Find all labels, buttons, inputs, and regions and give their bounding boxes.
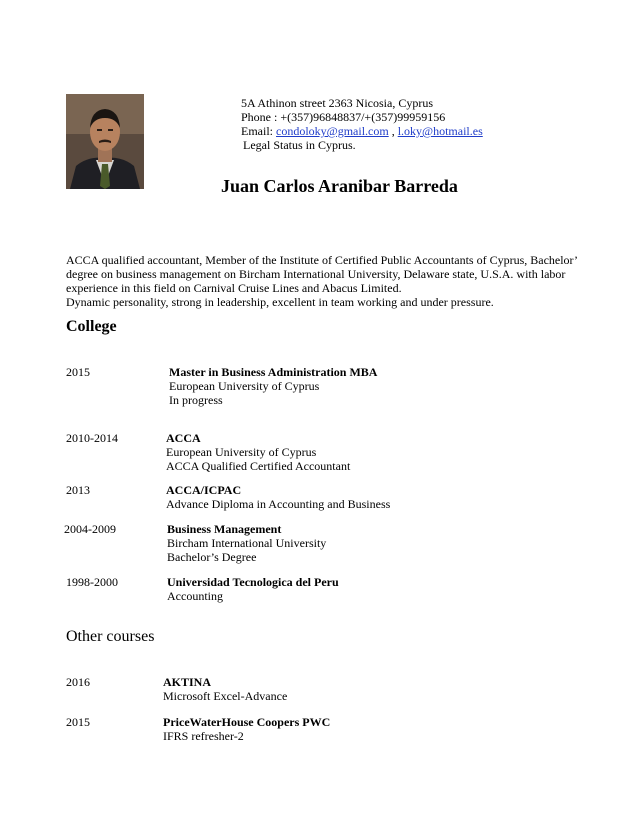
phone: Phone : +(357)96848837/+(357)99959156 bbox=[241, 110, 446, 124]
email-link-1[interactable]: condoloky@gmail.com bbox=[276, 124, 389, 138]
entry-detail bbox=[169, 365, 377, 407]
college-heading: College bbox=[66, 318, 117, 335]
summary-paragraph: Dynamic personality, strong in leadership, excellent in team working and under pressure. bbox=[66, 295, 494, 309]
email-separator: , bbox=[388, 124, 398, 138]
email-link-2[interactable]: l.oky@hotmail.es bbox=[397, 124, 483, 138]
entry-year: 2015 bbox=[66, 365, 90, 379]
entry-year: 2016 bbox=[66, 675, 90, 689]
profile-photo bbox=[66, 94, 144, 189]
entry-title: AKTINA bbox=[163, 675, 212, 689]
entry-title: ACCA bbox=[166, 431, 201, 445]
entry-line: In progress bbox=[169, 393, 223, 407]
entry-line: Advance Diploma in Accounting and Business bbox=[166, 497, 391, 511]
entry-detail bbox=[163, 675, 287, 703]
email-line bbox=[241, 124, 483, 138]
entry-line: ACCA Qualified Certified Accountant bbox=[166, 459, 351, 473]
contact-block bbox=[241, 96, 483, 152]
entry-title: ACCA/ICPAC bbox=[166, 483, 242, 497]
entry-title: PriceWaterHouse Coopers PWC bbox=[163, 715, 331, 729]
entry-line: European University of Cyprus bbox=[169, 379, 320, 393]
entry-year: 1998-2000 bbox=[66, 575, 118, 589]
entry-title: Master in Business Administration MBA bbox=[169, 365, 378, 379]
entry-title: Universidad Tecnologica del Peru bbox=[167, 575, 339, 589]
email-label: Email: bbox=[241, 124, 276, 138]
entry-line: Microsoft Excel-Advance bbox=[163, 689, 288, 703]
portrait-image bbox=[66, 94, 144, 189]
entry-line: Bircham International University bbox=[167, 536, 327, 550]
entry-year: 2004-2009 bbox=[64, 522, 116, 536]
entry-detail bbox=[166, 431, 350, 473]
entry-detail bbox=[166, 483, 390, 511]
summary-paragraph: ACCA qualified accountant, Member of the Institute of Certified Public Accountants of Cyprus, Bachelor’ degree on business management on Bircham International University, Delaware state, U.S.A. with labor experience in this field on Carnival Cruise Lines and Abacus Limited. bbox=[66, 253, 578, 295]
entry-line: Bachelor’s Degree bbox=[167, 550, 257, 564]
legal-status: Legal Status in Cyprus. bbox=[243, 138, 356, 152]
entry-detail bbox=[167, 522, 326, 564]
profile-summary bbox=[66, 253, 582, 309]
entry-year: 2015 bbox=[66, 715, 90, 729]
other-courses-heading: Other courses bbox=[66, 628, 155, 645]
entry-year: 2010-2014 bbox=[66, 431, 118, 445]
entry-detail bbox=[163, 715, 330, 743]
entry-line: Accounting bbox=[167, 589, 223, 603]
entry-line: European University of Cyprus bbox=[166, 445, 317, 459]
entry-detail bbox=[167, 575, 339, 603]
entry-line: IFRS refresher-2 bbox=[163, 729, 244, 743]
candidate-name: Juan Carlos Aranibar Barreda bbox=[221, 176, 458, 196]
entry-year: 2013 bbox=[66, 483, 90, 497]
entry-title: Business Management bbox=[167, 522, 282, 536]
address: 5A Athinon street 2363 Nicosia, Cyprus bbox=[241, 96, 433, 110]
